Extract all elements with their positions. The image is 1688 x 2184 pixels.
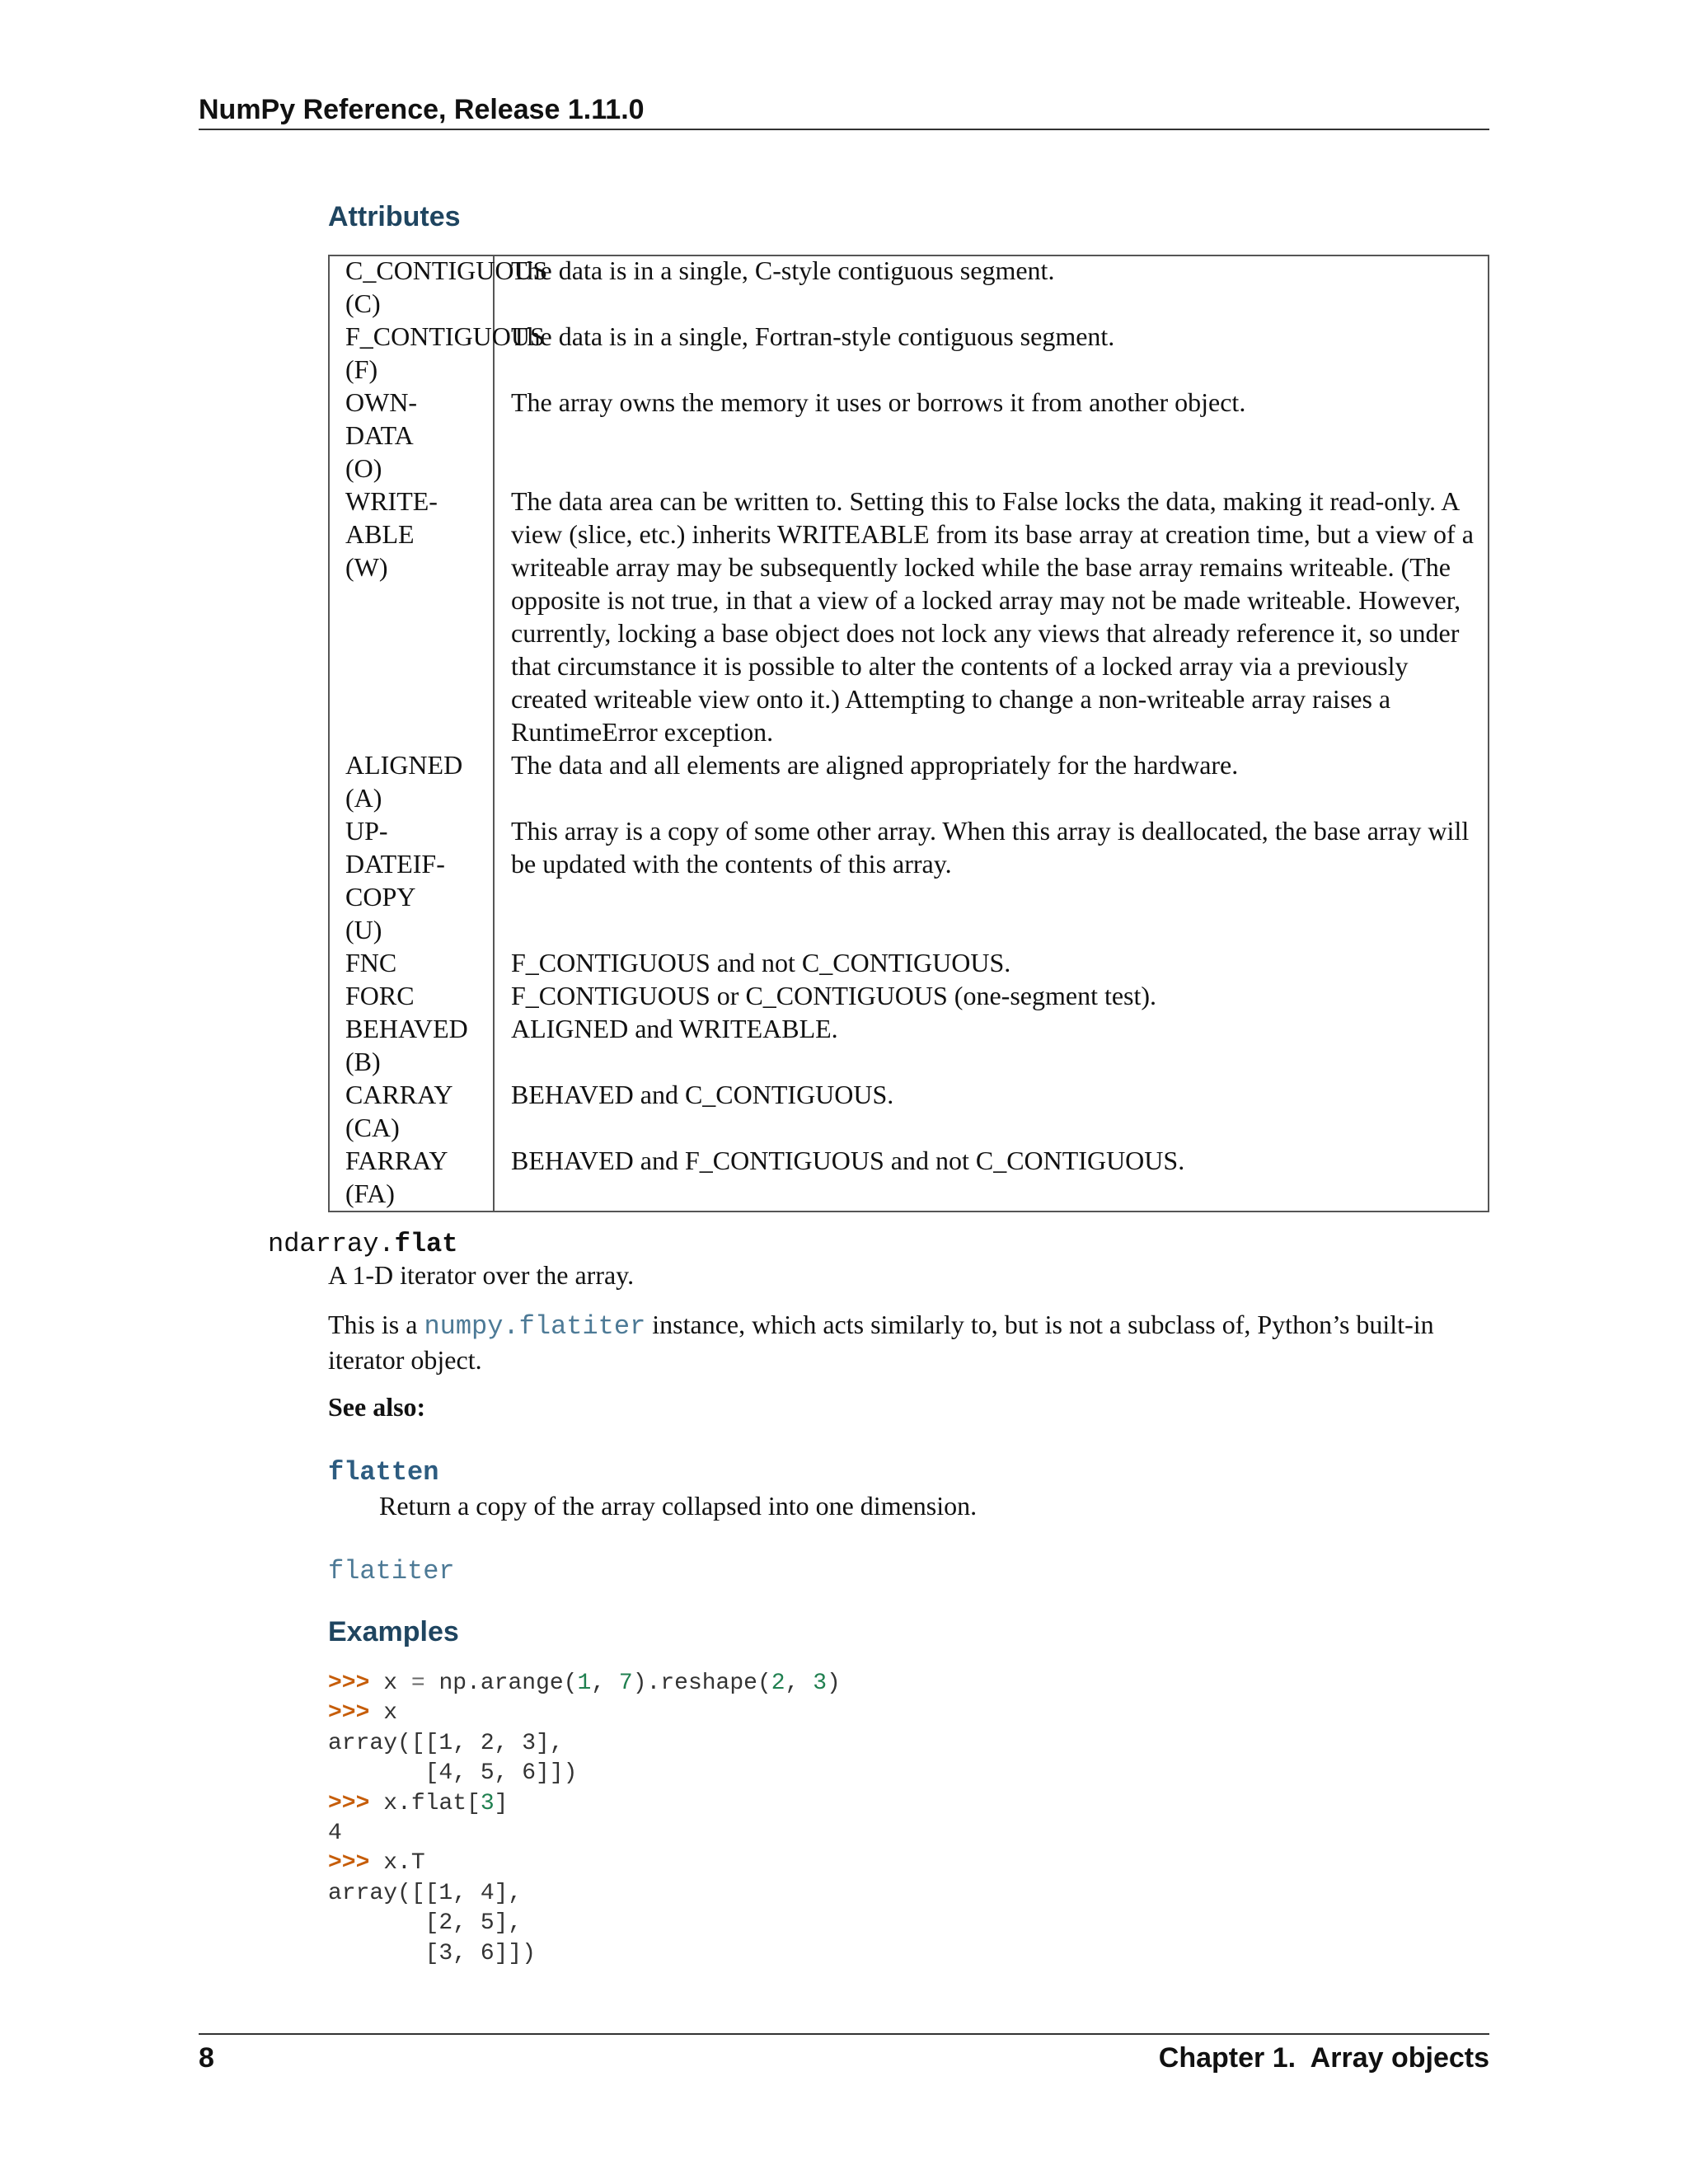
code-prompt: >>>: [328, 1790, 370, 1816]
code-line: [328, 1909, 1489, 1938]
code-text: ,: [591, 1671, 619, 1696]
code-number: 2: [771, 1671, 785, 1696]
flag-name-writeable: WRITE- ABLE (W): [345, 486, 438, 582]
code-space: [369, 1671, 383, 1696]
flag-name-aligned: ALIGNED (A): [345, 750, 463, 813]
examples-heading: Examples: [328, 1616, 459, 1647]
flag-description-fnc: F_CONTIGUOUS and not C_CONTIGUOUS.: [511, 948, 1011, 977]
flag-name-carray: CARRAY (CA): [345, 1080, 453, 1142]
see-also-label: See also:: [328, 1392, 426, 1422]
code-text: x.T: [383, 1850, 425, 1877]
code-text: np.arange(: [424, 1671, 578, 1696]
code-output: [3, 6]]): [328, 1940, 537, 1966]
code-line: [328, 1939, 1489, 1969]
code-line: [328, 1699, 1489, 1728]
header-rule: [199, 129, 1489, 130]
code-line: [328, 1759, 1489, 1788]
flag-description-behaved: ALIGNED and WRITEABLE.: [511, 1014, 838, 1043]
code-output: [2, 5],: [328, 1910, 523, 1937]
flag-name-c-contiguous: C_CONTIGUOUS (C): [345, 255, 548, 318]
code-operator: =: [410, 1671, 425, 1696]
code-text: ,: [785, 1671, 814, 1696]
flag-name-forc: FORC: [345, 981, 415, 1010]
code-number: 1: [577, 1671, 592, 1696]
signature-name: flat: [394, 1229, 458, 1259]
code-prompt: >>>: [328, 1850, 370, 1877]
code-line: [328, 1669, 1489, 1699]
flag-description-c-contiguous: The data is in a single, C-style contiguous segment.: [511, 255, 1055, 285]
code-space: [369, 1791, 383, 1816]
flat-summary: A 1-D iterator over the array.: [328, 1260, 635, 1290]
flag-name-behaved: BEHAVED (B): [345, 1014, 468, 1076]
flat-signature: [268, 1226, 457, 1261]
code-line: [328, 1879, 1489, 1909]
flag-description-updateifcopy: This array is a copy of some other array. When this array is deallocated, the base array will be updated with the contents of this array.: [511, 816, 1470, 879]
attributes-heading: Attributes: [328, 201, 461, 232]
flatten-description: Return a copy of the array collapsed into one dimension.: [379, 1491, 978, 1521]
chapter-label: Chapter 1. Array objects: [1158, 2042, 1489, 2074]
flag-description-forc: F_CONTIGUOUS or C_CONTIGUOUS (one-segment test).: [511, 981, 1157, 1010]
code-text: x: [383, 1700, 398, 1727]
flag-description-aligned: The data and all elements are aligned appropriately for the hardware.: [511, 750, 1239, 780]
code-text: ): [827, 1671, 841, 1696]
code-output: array([[1, 4],: [328, 1880, 523, 1906]
code-output: 4: [328, 1820, 342, 1846]
flag-description-f-contiguous: The data is in a single, Fortran-style contiguous segment.: [511, 321, 1115, 351]
flag-name-updateifcopy: UP- DATEIF- COPY (U): [345, 816, 445, 944]
code-line: [328, 1789, 1489, 1819]
flag-name-fnc: FNC: [345, 948, 397, 977]
page-number: 8: [199, 2042, 214, 2074]
code-prompt: >>>: [328, 1700, 370, 1727]
code-block: [328, 1669, 1489, 1969]
flag-name-farray: FARRAY (FA): [345, 1146, 448, 1208]
code-number: 7: [618, 1671, 633, 1696]
code-text: x.flat[: [383, 1790, 481, 1816]
code-space: [369, 1700, 383, 1726]
footer-rule: [199, 2033, 1489, 2035]
flatiter-link[interactable]: flatiter: [328, 1556, 455, 1586]
code-line: [328, 1819, 1489, 1849]
code-text: x: [383, 1671, 411, 1696]
numpy-flatiter-link[interactable]: numpy.flatiter: [424, 1311, 646, 1342]
signature-prefix: ndarray.: [268, 1229, 395, 1259]
description-text-before: This is a: [328, 1310, 424, 1339]
flatten-link[interactable]: flatten: [328, 1457, 439, 1488]
code-output: array([[1, 2, 3],: [328, 1730, 564, 1756]
code-line: [328, 1729, 1489, 1759]
code-number: 3: [813, 1671, 827, 1696]
code-space: [369, 1850, 383, 1876]
flag-name-f-contiguous: F_CONTIGUOUS (F): [345, 321, 545, 384]
code-output: [4, 5, 6]]): [328, 1760, 578, 1787]
code-number: 3: [480, 1790, 495, 1816]
flat-description: [328, 1308, 1492, 1376]
flag-name-owndata: OWN- DATA (O): [345, 387, 418, 483]
flag-description-farray: BEHAVED and F_CONTIGUOUS and not C_CONTIGUOUS.: [511, 1146, 1185, 1175]
running-header: NumPy Reference, Release 1.11.0: [199, 94, 645, 125]
flag-description-owndata: The array owns the memory it uses or borrows it from another object.: [511, 387, 1246, 417]
code-text: ]: [494, 1790, 509, 1816]
description-text-after: instance, which acts similarly to, but is not a subclass of, Python’s built-in iterator object.: [328, 1310, 1434, 1375]
flag-description-carray: BEHAVED and C_CONTIGUOUS.: [511, 1080, 894, 1109]
code-line: [328, 1849, 1489, 1878]
code-text: ).reshape(: [632, 1671, 771, 1696]
code-prompt: >>>: [328, 1671, 370, 1696]
flag-description-writeable: The data area can be written to. Setting this to False locks the data, making it read-only. A view (slice, etc.) inherits WRITEABLE from its base array at creation time, but a view of a writeable array may be subsequently locked while the base array remains writeable. (The opposite is not true, in that a view of a locked array may not be made writeable. However, currently, locking a base object does not lock any views that already reference it, so under that circumstance it is possible to alter the contents of a locked array via a previously created writeable view onto it.) Attempting to change a non-writeable array raises a RuntimeError exception.: [511, 486, 1474, 747]
